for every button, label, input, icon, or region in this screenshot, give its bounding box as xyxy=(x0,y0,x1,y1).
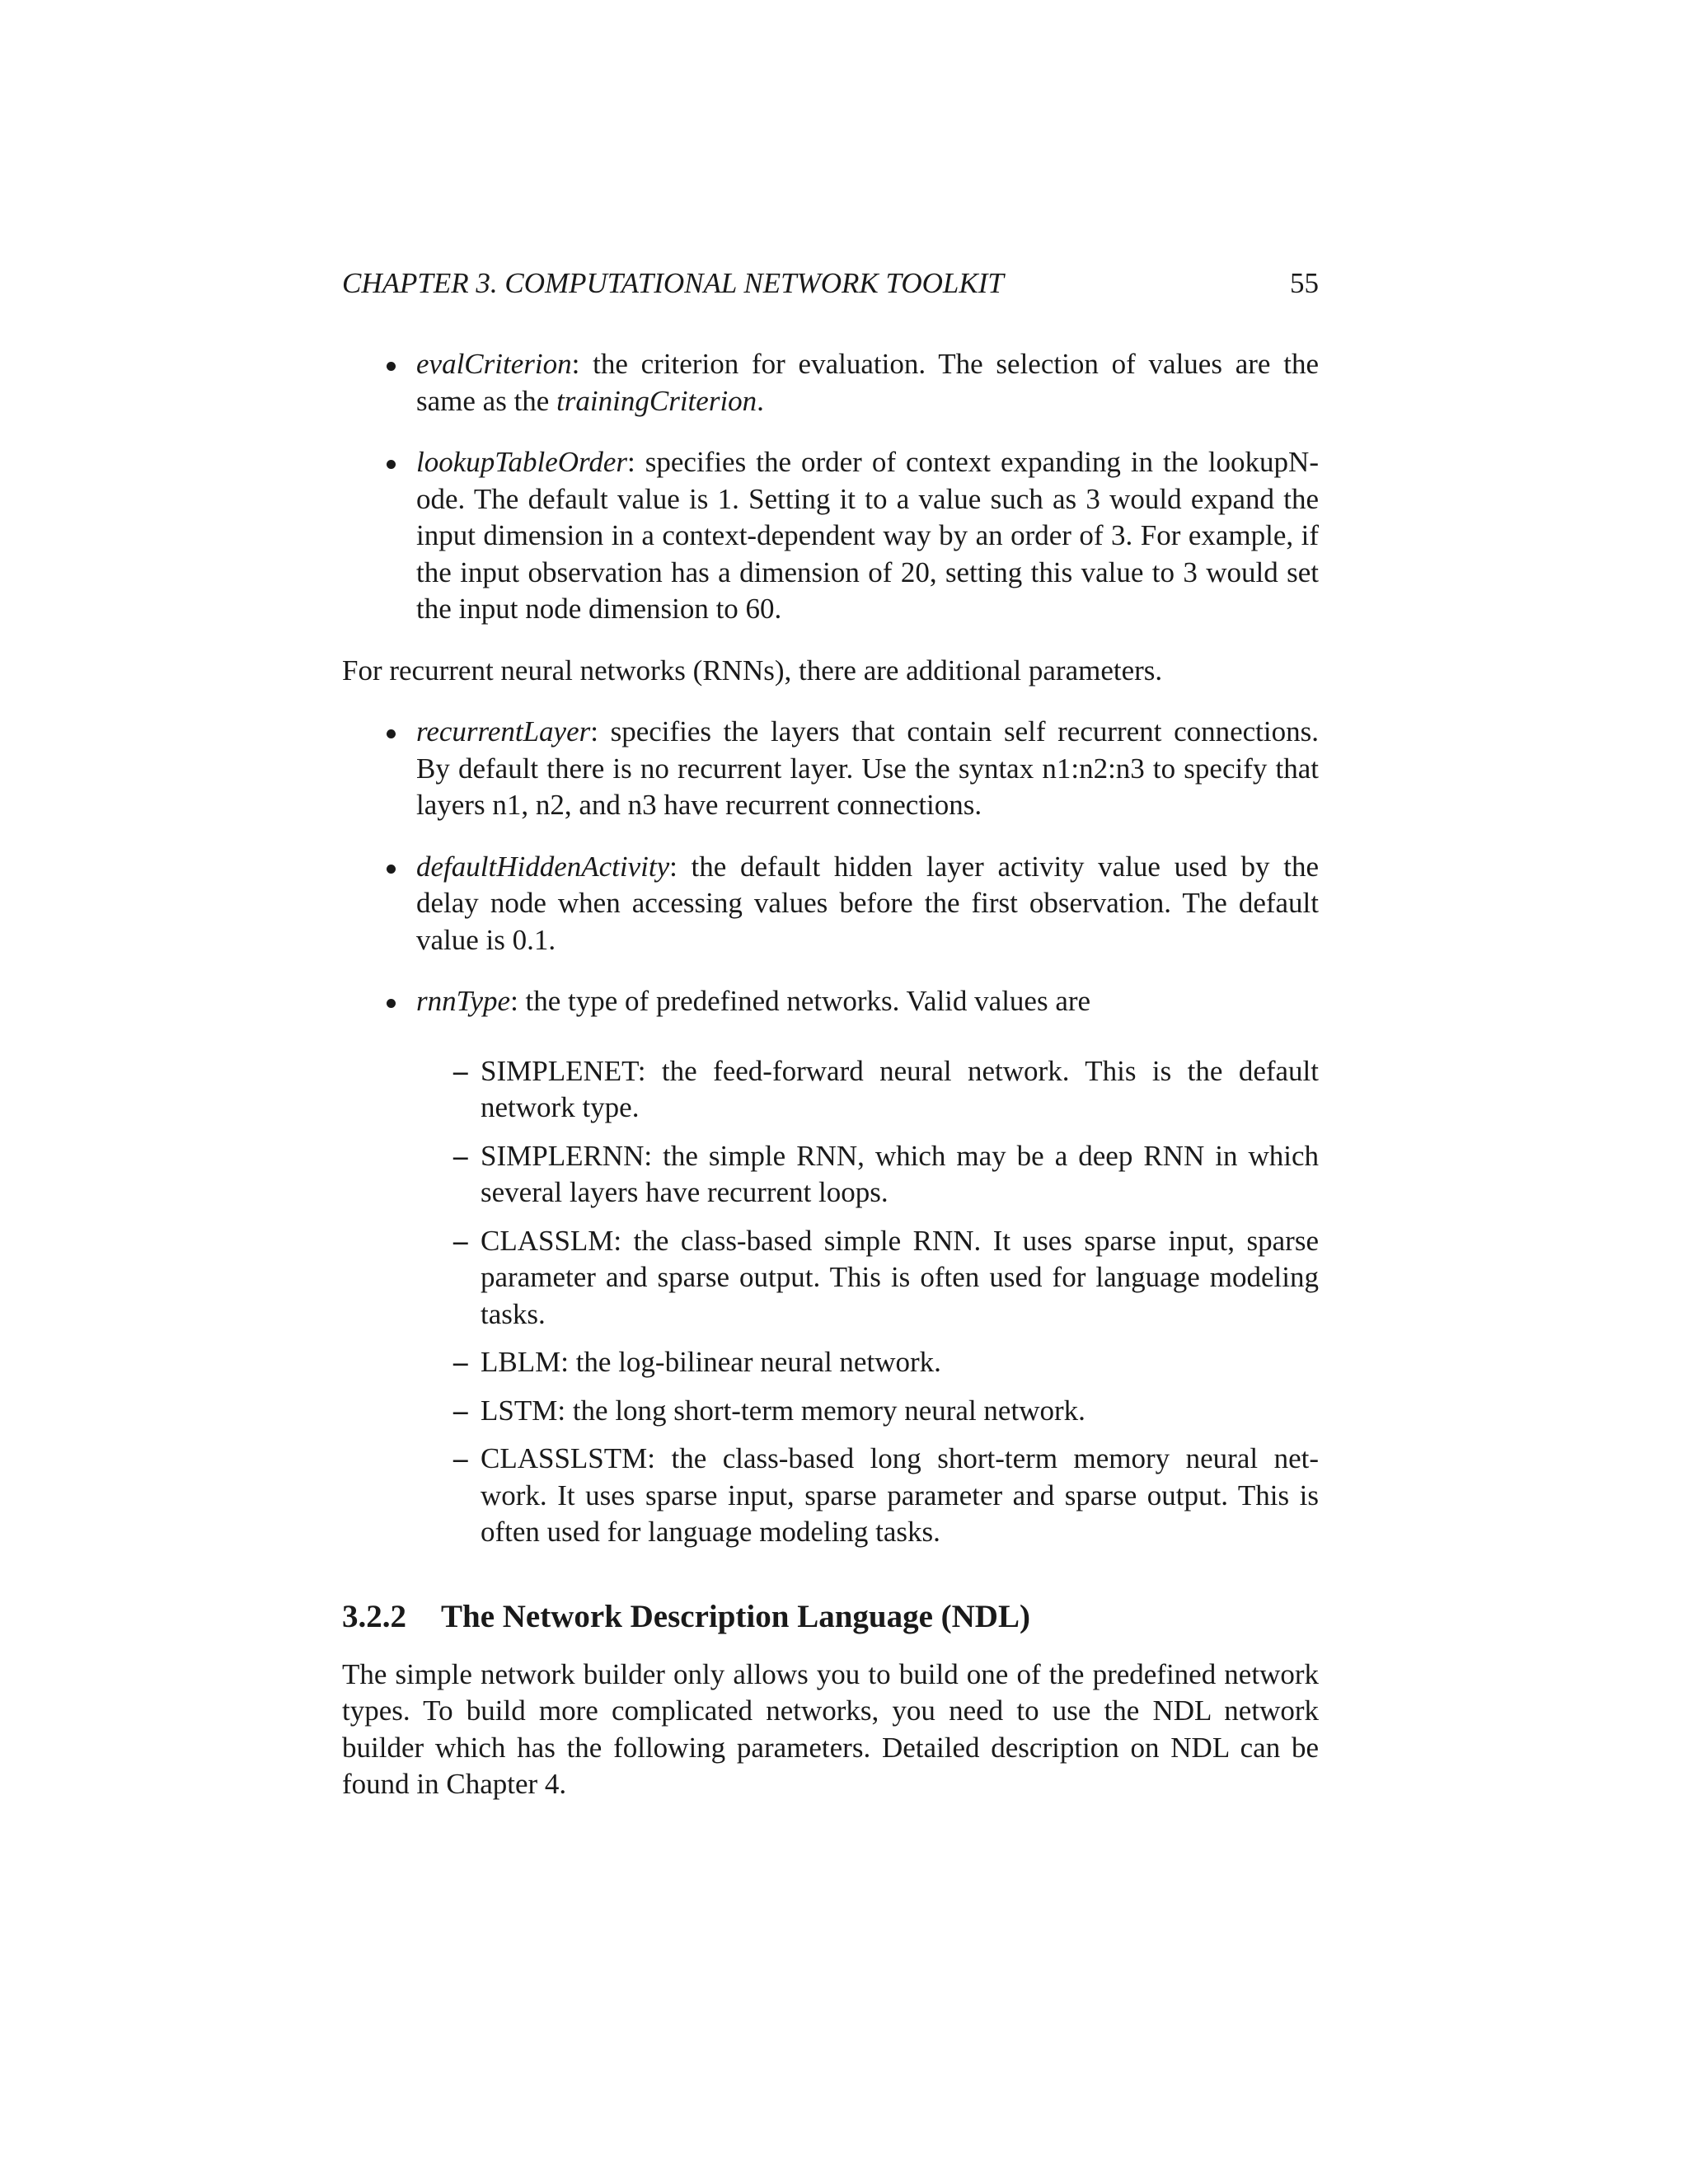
dash-icon: – xyxy=(453,1054,468,1087)
param-term: defaultHiddenActivity xyxy=(416,850,670,883)
list-item xyxy=(416,1393,1319,1430)
dash-icon: – xyxy=(453,1224,468,1257)
bullet-icon xyxy=(387,729,396,738)
section-number: 3.2.2 xyxy=(342,1598,406,1634)
param-term: lookupTableOrder xyxy=(416,446,628,478)
param-term: evalCriterion xyxy=(416,348,572,380)
parameter-list xyxy=(342,346,1319,628)
list-item xyxy=(342,444,1319,628)
rnn-type-description: LBLM: the log-bilinear neural network. xyxy=(481,1346,941,1378)
param-term-reference: trainingCriterion xyxy=(556,384,757,417)
param-term: rnnType xyxy=(416,985,511,1017)
param-description: : specifies the layers that contain self recurrent connections. By default there is no recurrent layer. Use the syntax n1:n2:n3 to specify that layers n1, n2, and n3 have recurrent connections. xyxy=(416,715,1319,821)
list-item xyxy=(342,714,1319,824)
page-number: 55 xyxy=(1290,267,1319,299)
dash-icon: – xyxy=(453,1442,468,1474)
rnn-type-description: SIMPLERNN: the simple RNN, which may be a deep RNN in which several layers have recurrent loops. xyxy=(481,1139,1319,1208)
param-description: : the criterion for evaluation. The selection of values are the same as the xyxy=(416,348,1319,417)
section-title: The Network Description Language (NDL) xyxy=(441,1598,1030,1634)
rnn-type-description: CLASSLM: the class-based simple RNN. It uses sparse input, sparse parameter and sparse output. This is often used for language modeling tasks. xyxy=(481,1224,1319,1330)
section-body-paragraph: The simple network builder only allows you to build one of the predefined network types. To build more complicated networks, you need to use the NDL network builder which has the following parameters. Detailed description on NDL can be found in Chapter 4. xyxy=(342,1657,1319,1800)
param-description: : the default hidden layer activity value used by the delay node when accessing values before the first observation. The default value is 0.1. xyxy=(416,850,1319,956)
param-term: recurrentLayer xyxy=(416,715,591,748)
dash-icon: – xyxy=(453,1394,468,1427)
list-item xyxy=(416,1441,1319,1551)
dash-icon: – xyxy=(453,1346,468,1378)
running-header xyxy=(342,265,1319,302)
rnn-parameter-list xyxy=(342,714,1319,1551)
list-item xyxy=(416,1138,1319,1212)
rnn-type-description: CLASSLSTM: the class-based long short-term memory neural net-work. It uses sparse input, sparse parameter and sparse output. This is often used for language modeling tasks. xyxy=(481,1442,1319,1548)
param-description-end: . xyxy=(757,384,764,417)
param-description: : the type of predefined networks. Valid values are xyxy=(510,985,1091,1017)
bullet-icon xyxy=(387,362,396,371)
bullet-icon xyxy=(387,999,396,1008)
chapter-title: CHAPTER 3. COMPUTATIONAL NETWORK TOOLKIT xyxy=(342,267,1004,299)
page-body xyxy=(342,346,1319,1828)
list-item xyxy=(416,1053,1319,1127)
bullet-icon xyxy=(387,460,396,469)
rnn-type-list xyxy=(416,1053,1319,1551)
rnn-intro-paragraph: For recurrent neural networks (RNNs), there are additional parameters. xyxy=(342,654,1163,687)
list-item xyxy=(416,1344,1319,1381)
list-item xyxy=(416,1223,1319,1333)
list-item xyxy=(342,983,1319,1551)
bullet-icon xyxy=(387,865,396,874)
section-heading xyxy=(342,1597,1319,1637)
rnn-type-description: SIMPLENET: the feed-forward neural network. This is the default network type. xyxy=(481,1054,1319,1123)
param-description: : specifies the order of context expanding in the lookupN-ode. The default value is 1. Setting it to a value such as 3 would expand the input dimension in a context-dependent way by an order of 3. For example, if the input observation has a dimension of 20, setting this value to 3 would set the input node dimension to 60. xyxy=(416,446,1319,625)
list-item xyxy=(342,849,1319,959)
list-item xyxy=(342,346,1319,419)
rnn-type-description: LSTM: the long short-term memory neural network. xyxy=(481,1394,1085,1427)
dash-icon: – xyxy=(453,1139,468,1172)
